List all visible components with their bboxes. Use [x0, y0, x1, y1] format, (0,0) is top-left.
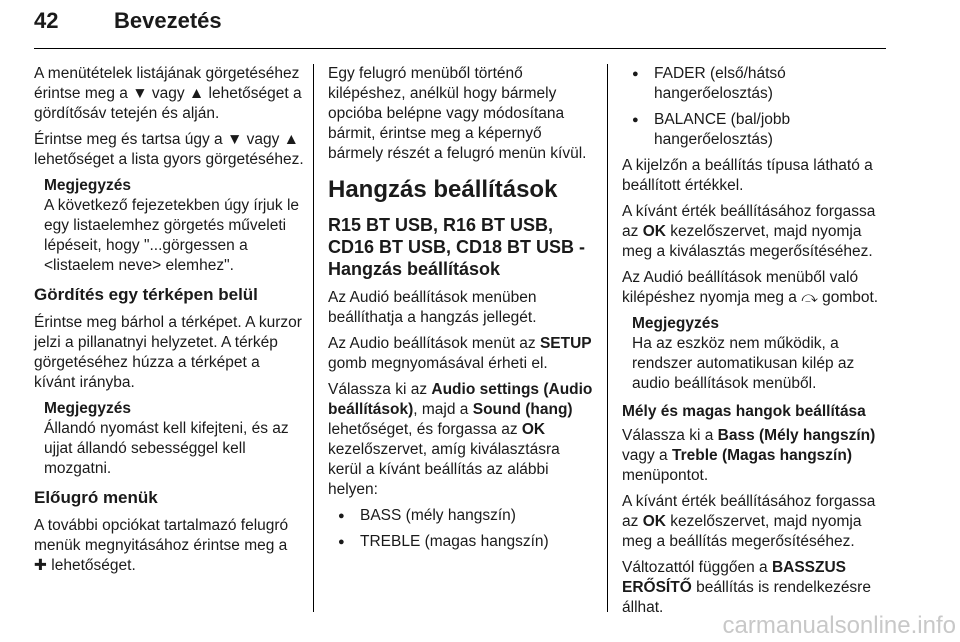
note-box: [632, 314, 890, 394]
text-span: lehetőséget, és forgassa az: [328, 421, 522, 438]
heading-bass-treble: Mély és magas hangok beállítása: [622, 403, 866, 420]
paragraph: Az Audió beállítások menüből való kilépéshez nyomja meg a ⤼ gombot.: [622, 269, 879, 306]
paragraph: Egy felugró menüből történő kilépéshez, anélkül hogy bármely opcióba belépne vagy módosítana bármit, érintse meg a képernyő bármely részét a felugró menün kívül.: [328, 65, 587, 162]
text-span: kezelőszervet, amíg kiválasztásra kerül a kívánt beállítás az alábbi helyen:: [328, 441, 560, 498]
watermark: carmanualsonline.info: [722, 612, 956, 639]
paragraph: [622, 558, 890, 618]
header-divider: [34, 48, 886, 49]
note-title: Megjegyzés: [44, 400, 132, 417]
menu-label: Sound (hang): [472, 401, 573, 418]
list-item: ● BALANCE (bal/jobb hangerőelosztás): [622, 110, 890, 150]
paragraph: [328, 334, 596, 374]
section-title: Bevezetés: [114, 8, 222, 33]
page-header: [34, 4, 886, 46]
ok-control-label: OK: [642, 513, 666, 530]
list-item: ● BASS (mély hangszín): [328, 506, 596, 526]
column-1: [34, 64, 304, 582]
text-span: kezelőszervet, majd nyomja meg a kiválasztás megerősítéséhez.: [622, 223, 873, 260]
heading-map-scroll: Gördítés egy térképen belül: [34, 285, 258, 304]
note-box: [44, 176, 304, 276]
ok-control-label: OK: [642, 223, 666, 240]
paragraph: A kijelzőn a beállítás típusa látható a beállított értékkel.: [622, 157, 873, 194]
paragraph: [622, 426, 890, 486]
text-span: beállítás is rendelkezésre állhat.: [622, 579, 871, 616]
menu-label: Treble (Magas hangszín): [671, 447, 852, 464]
column-divider: [313, 64, 314, 612]
note-text: Ha az eszköz nem működik, a rendszer automatikusan kilép az audio beállítások menüből.: [632, 335, 855, 392]
ok-control-label: OK: [521, 421, 546, 438]
note-text: A következő fejezetekben úgy írjuk le egy listaelemhez görgetés műveleti lépéseit, hogy "...görgessen a <listaelem neve> elemhez".: [44, 197, 300, 274]
text-span: vagy a: [622, 447, 672, 464]
text-span: Válassza ki a: [622, 427, 718, 444]
note-title: Megjegyzés: [44, 177, 132, 194]
column-divider: [607, 64, 608, 612]
page-number: 42: [34, 8, 59, 33]
paragraph: Az Audió beállítások menüben beállíthatja a hangzás jellegét.: [328, 289, 537, 326]
menu-label: Bass (Mély hangszín): [717, 427, 876, 444]
column-2: [328, 64, 596, 558]
paragraph: [622, 492, 890, 552]
paragraph: Érintse meg és tartsa úgy a ▼ vagy ▲ lehetőséget a lista gyors görgetéséhez.: [34, 131, 304, 168]
note-text: Állandó nyomást kell kifejteni, és az ujjat állandó sebességgel kell mozgatni.: [44, 420, 289, 477]
paragraph: [328, 380, 596, 500]
heading-sound-settings: Hangzás beállítások: [328, 176, 558, 203]
note-title: Megjegyzés: [632, 315, 720, 332]
paragraph: A menütételek listájának görgetéséhez érintse meg a ▼ vagy ▲ lehetőséget a gördítősáv tetején és alján.: [34, 65, 302, 122]
menu-label: Audio settings (Audio beállítások): [328, 381, 593, 418]
list-item: ● FADER (első/hátsó hangerőelosztás): [622, 64, 890, 104]
setup-button-label: SETUP: [539, 335, 592, 352]
text-span: Változattól függően a: [622, 559, 772, 576]
text-span: A kívánt érték beállításához forgassa az: [622, 203, 876, 240]
subheading-models: R15 BT USB, R16 BT USB, CD16 BT USB, CD18 BT USB - Hangzás beállítások: [328, 215, 586, 279]
text-span: Válassza ki az: [328, 381, 432, 398]
paragraph: A további opciókat tartalmazó felugró menük megnyitásához érintse meg a ✚ lehetőséget.: [34, 517, 289, 574]
text-span: menüpontot.: [622, 467, 709, 484]
heading-popup-menus: Előugró menük: [34, 488, 158, 507]
text-span: gomb megnyomásával érheti el.: [328, 355, 548, 372]
paragraph: Érintse meg bárhol a térképet. A kurzor jelzi a pillanatnyi helyzetet. A térkép görgetéséhez húzza a térképet a kívánt irányba.: [34, 314, 302, 391]
column-3: [622, 64, 890, 624]
menu-label: BASSZUS ERŐSÍTŐ: [622, 559, 847, 596]
note-box: [44, 399, 304, 479]
text-span: , majd a: [413, 401, 473, 418]
text-span: A kívánt érték beállításához forgassa az: [622, 493, 876, 530]
text-span: kezelőszervet, majd nyomja meg a beállítás megerősítéséhez.: [622, 513, 862, 550]
paragraph: [622, 202, 890, 262]
text-span: Az Audio beállítások menüt az: [328, 335, 540, 352]
list-item: ● TREBLE (magas hangszín): [328, 532, 596, 552]
